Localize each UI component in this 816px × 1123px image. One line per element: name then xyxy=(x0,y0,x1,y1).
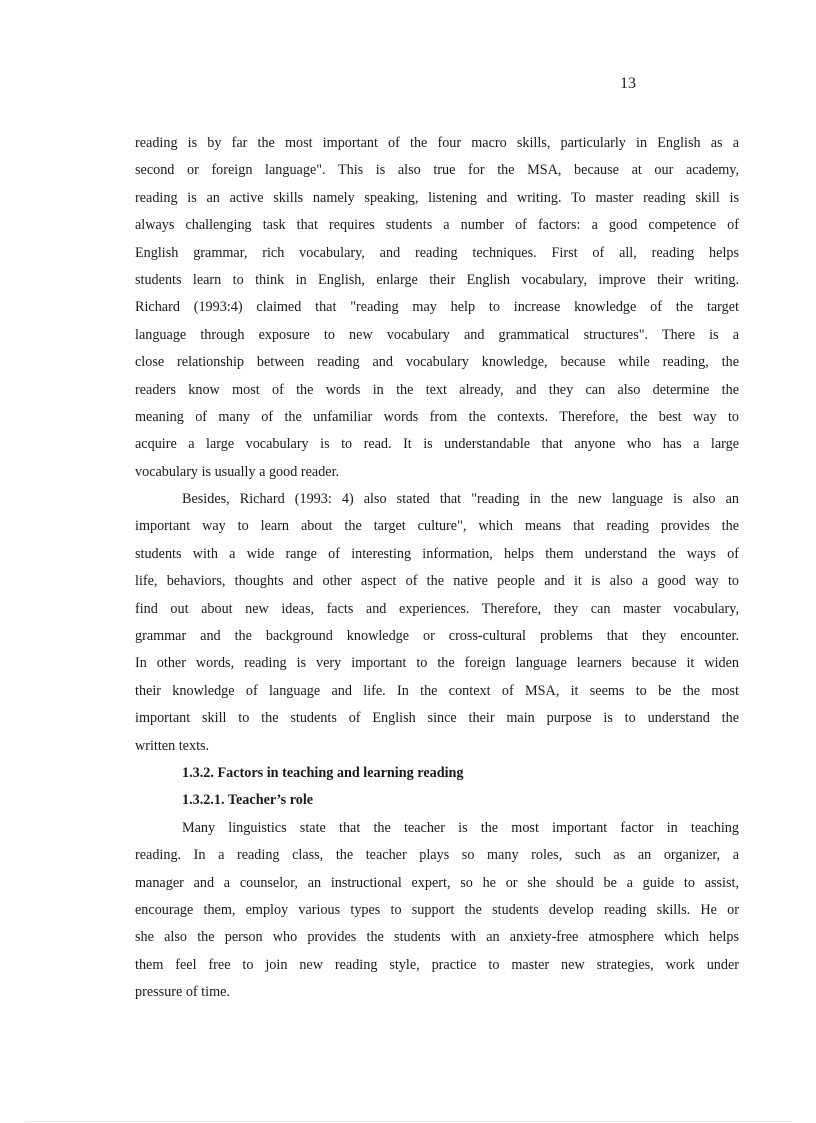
text-line: students with a wide range of interesting information, helps them understand the ways of xyxy=(135,545,739,562)
text-line: Besides, Richard (1993: 4) also stated that "reading in the new language is also an xyxy=(182,491,739,508)
text-line: important skill to the students of English since their main purpose is to understand the xyxy=(135,710,739,727)
subsection-heading: 1.3.2.1. Teacher’s role xyxy=(182,792,314,809)
text-line: find out about new ideas, facts and experiences. Therefore, they can master vocabulary, xyxy=(135,600,739,617)
text-line: them feel free to join new reading style, practice to master new strategies, work under xyxy=(135,956,739,973)
text-line: important way to learn about the target culture", which means that reading provides the xyxy=(135,518,739,535)
text-line: reading. In a reading class, the teacher plays so many roles, such as an organizer, a xyxy=(135,847,739,864)
text-line: language through exposure to new vocabulary and grammatical structures". There is a xyxy=(135,326,739,343)
text-line: meaning of many of the unfamiliar words from the contexts. Therefore, the best way to xyxy=(135,408,739,425)
text-line: manager and a counselor, an instructional expert, so he or she should be a guide to assist, xyxy=(135,874,739,891)
text-line: reading is an active skills namely speaking, listening and writing. To master reading skill is xyxy=(135,189,739,206)
text-line: vocabulary is usually a good reader. xyxy=(135,463,340,480)
text-line: Many linguistics state that the teacher is the most important factor in teaching xyxy=(182,819,739,836)
text-line: reading is by far the most important of the four macro skills, particularly in English as a xyxy=(135,135,739,151)
text-line: written texts. xyxy=(135,737,210,754)
text-line: encourage them, employ various types to support the students develop reading skills. He or xyxy=(135,901,739,918)
text-line: acquire a large vocabulary is to read. It is understandable that anyone who has a large xyxy=(135,436,739,453)
text-line: second or foreign language". This is also true for the MSA, because at our academy, xyxy=(135,162,739,179)
text-line: readers know most of the words in the text already, and they can also determine the xyxy=(135,381,739,398)
page-number: 13 xyxy=(620,75,636,92)
text-line: close relationship between reading and vocabulary knowledge, because while reading, the xyxy=(135,354,739,371)
body-text xyxy=(135,130,739,1007)
paragraph-3 xyxy=(135,815,739,1007)
page-bottom-divider xyxy=(25,1121,791,1122)
section-heading: 1.3.2. Factors in teaching and learning reading xyxy=(182,764,464,781)
paragraph-2 xyxy=(135,486,739,760)
text-line: Richard (1993:4) claimed that "reading may help to increase knowledge of the target xyxy=(135,299,739,316)
text-line: English grammar, rich vocabulary, and reading techniques. First of all, reading helps xyxy=(135,244,739,261)
text-line: she also the person who provides the students with an anxiety-free atmosphere which helps xyxy=(135,929,739,946)
text-line: pressure of time. xyxy=(135,984,230,1001)
text-line: grammar and the background knowledge or cross-cultural problems that they encounter. xyxy=(135,628,739,645)
text-line: their knowledge of language and life. In the context of MSA, it seems to be the most xyxy=(135,682,739,699)
paragraph-1 xyxy=(135,130,739,486)
text-line: students learn to think in English, enlarge their English vocabulary, improve their writing. xyxy=(135,271,739,288)
text-line: always challenging task that requires students a number of factors: a good competence of xyxy=(135,217,739,234)
text-line: life, behaviors, thoughts and other aspect of the native people and it is also a good way to xyxy=(135,573,739,590)
text-line: In other words, reading is very important to the foreign language learners because it widen xyxy=(135,655,739,672)
